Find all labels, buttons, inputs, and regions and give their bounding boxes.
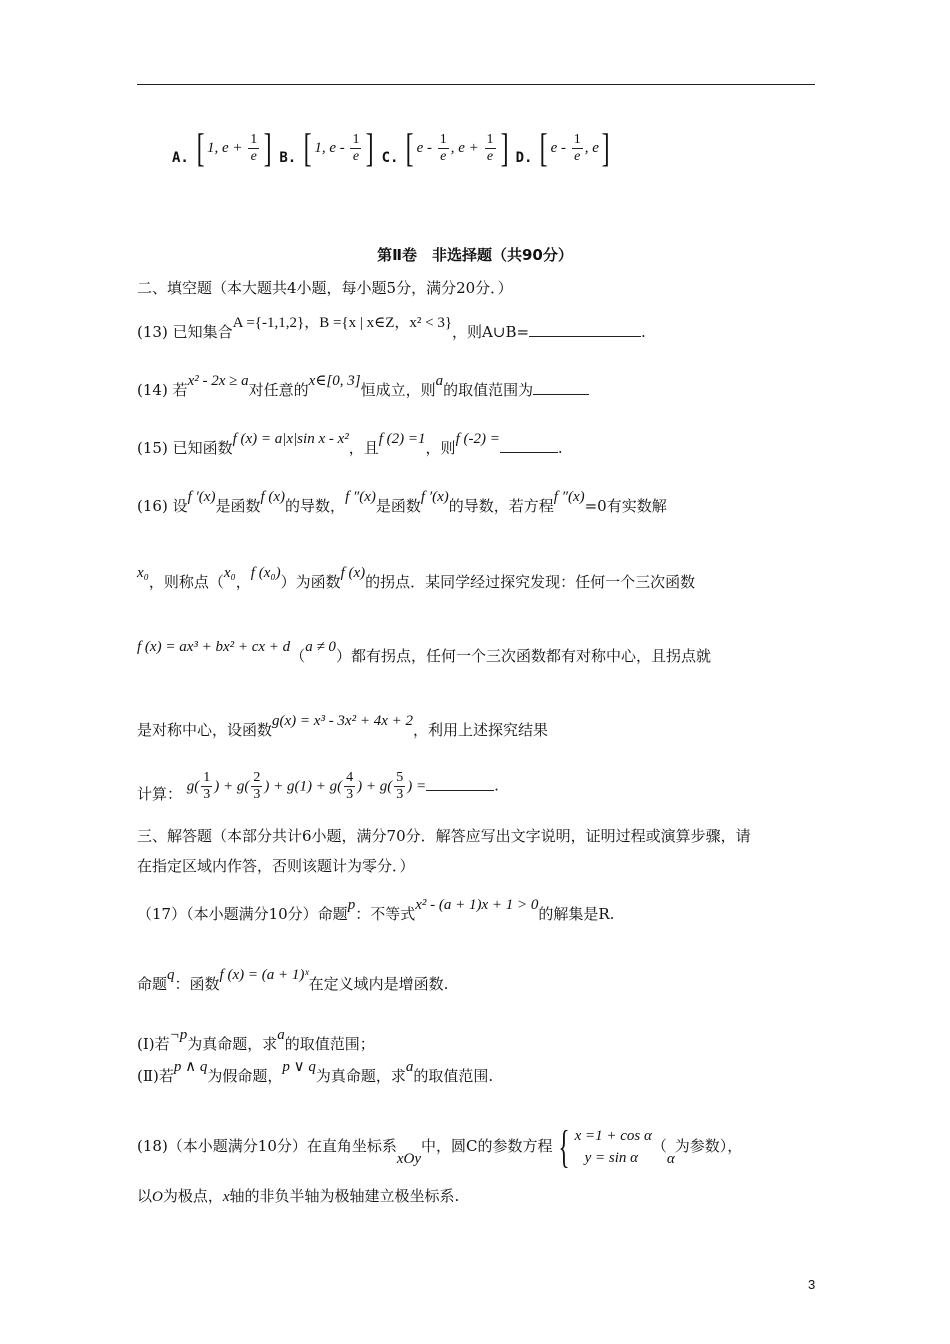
option-a-label: A.	[172, 150, 189, 166]
fill-header: 二、填空题（本大题共4小题，每小题5分，满分20分．）	[137, 279, 513, 297]
question-16-line-3: f (x) = ax³ + bx² + cx + d（a ≠ 0）都有拐点，任何一个三次函数都有对称中心，且拐点就	[137, 639, 711, 665]
option-a-fraction: $\frac{1}{e}$	[250, 131, 258, 164]
q14-math2: x∈[0, 3]	[308, 373, 361, 389]
q15-math3: f (-2) =	[455, 431, 500, 447]
question-18-line-1: (18)（本小题满分10分）在直角坐标系xOy中，圆C的参数方程 { x =1 + cos α y = sin α （α为参数），	[137, 1121, 743, 1172]
option-b-fraction: $\frac{1}{e}$	[352, 131, 360, 164]
option-c-expr1: e -	[416, 140, 436, 156]
question-14: (14) 若x² - 2x ≥ a对任意的x∈[0, 3]恒成立，则a的取值范围为	[137, 380, 589, 401]
option-c-expr2: , e +	[450, 140, 483, 156]
page-number: 3	[808, 1277, 816, 1292]
question-16-line-5: 计算： g( $\frac{1}{3}$ ) + g( $\frac{2}{3}$ ) + g(1) + g( $\frac{4}{3}$ ) + g( $\frac{5}{3}$ ) = .	[137, 770, 499, 803]
header-rule	[137, 84, 815, 85]
option-d-expr1: e -	[550, 140, 570, 156]
question-17-part-1: (Ⅰ)若¬p为真命题，求a的取值范围；	[137, 1027, 375, 1053]
q13-math: A ={-1,1,2}，B ={x | x∈Z，x² < 3}	[232, 315, 453, 331]
choice-options: A. [ 1, e + $\frac{1}{e}$ ] B. [ 1, e - $\frac{1}{e}$ ] C. [ e - $\frac{1}{e}$ , e + $\frac{1}{e}$ ] D. [ e - $\frac{1}{e}$ , e]	[172, 125, 610, 170]
q14-math1: x² - 2x ≥ a	[187, 373, 249, 389]
section-title: 第Ⅱ卷 非选择题（共90分）	[377, 246, 573, 264]
question-17-line-2: 命题q：函数f (x) = (a + 1)ˣ在定义域内是增函数.	[137, 967, 449, 993]
option-d-label: D.	[515, 150, 533, 166]
q15-math2: f (2) =1	[378, 431, 426, 447]
q16-answer-blank[interactable]	[426, 776, 494, 791]
solve-header-line-2: 在指定区域内作答，否则该题计为零分．）	[137, 857, 415, 875]
q14-answer-blank[interactable]	[533, 380, 589, 395]
q14-math3: a	[435, 373, 444, 389]
question-16-line-1: (16) 设f ′(x)是函数f (x)的导数，f ″(x)是函数f ′(x)的导数，若方程f ″(x)=0有实数解	[137, 489, 667, 515]
solve-header-line-1: 三、解答题（本部分共计6小题，满分70分．解答应写出文字说明，证明过程或演算步骤，请	[137, 827, 751, 845]
question-18-line-2: 以O为极点，x轴的非负半轴为极轴建立极坐标系.	[137, 1187, 460, 1205]
option-c-label: C.	[381, 150, 399, 166]
option-b-label: B.	[279, 150, 297, 166]
option-d-expr2: , e	[584, 140, 599, 156]
option-c-fraction2: $\frac{1}{e}$	[486, 131, 494, 164]
question-15: (15) 已知函数f (x) = a|x|sin x - x²，且f (2) =1，则f (-2) = .	[137, 431, 563, 457]
option-d-fraction: $\frac{1}{e}$	[573, 131, 581, 164]
option-a-expr: 1, e +	[206, 140, 247, 156]
question-16-line-4: 是对称中心，设函数g(x) = x³ - 3x² + 4x + 2，利用上述探究结果	[137, 713, 549, 739]
question-17-part-2: (Ⅱ)若p ∧ q为假命题，p ∨ q为真命题，求a的取值范围.	[137, 1059, 494, 1085]
q15-math1: f (x) = a|x|sin x - x²	[232, 431, 349, 447]
option-c-fraction1: $\frac{1}{e}$	[439, 131, 447, 164]
question-16-line-2: x₀，则称点（x₀，f (x₀)）为函数f (x)的拐点．某同学经过探究发现：任何一个三次函数	[137, 565, 696, 591]
option-b-expr: 1, e -	[314, 140, 349, 156]
q15-answer-blank[interactable]	[500, 438, 558, 453]
question-13: (13) 已知集合A ={-1,1,2}，B ={x | x∈Z，x² < 3}，则A∪B= .	[137, 315, 646, 341]
q13-answer-blank[interactable]	[529, 322, 641, 337]
question-17-line-1: （17）（本小题满分10分）命题p：不等式x² - (a + 1)x + 1 > 0的解集是R.	[137, 897, 615, 923]
